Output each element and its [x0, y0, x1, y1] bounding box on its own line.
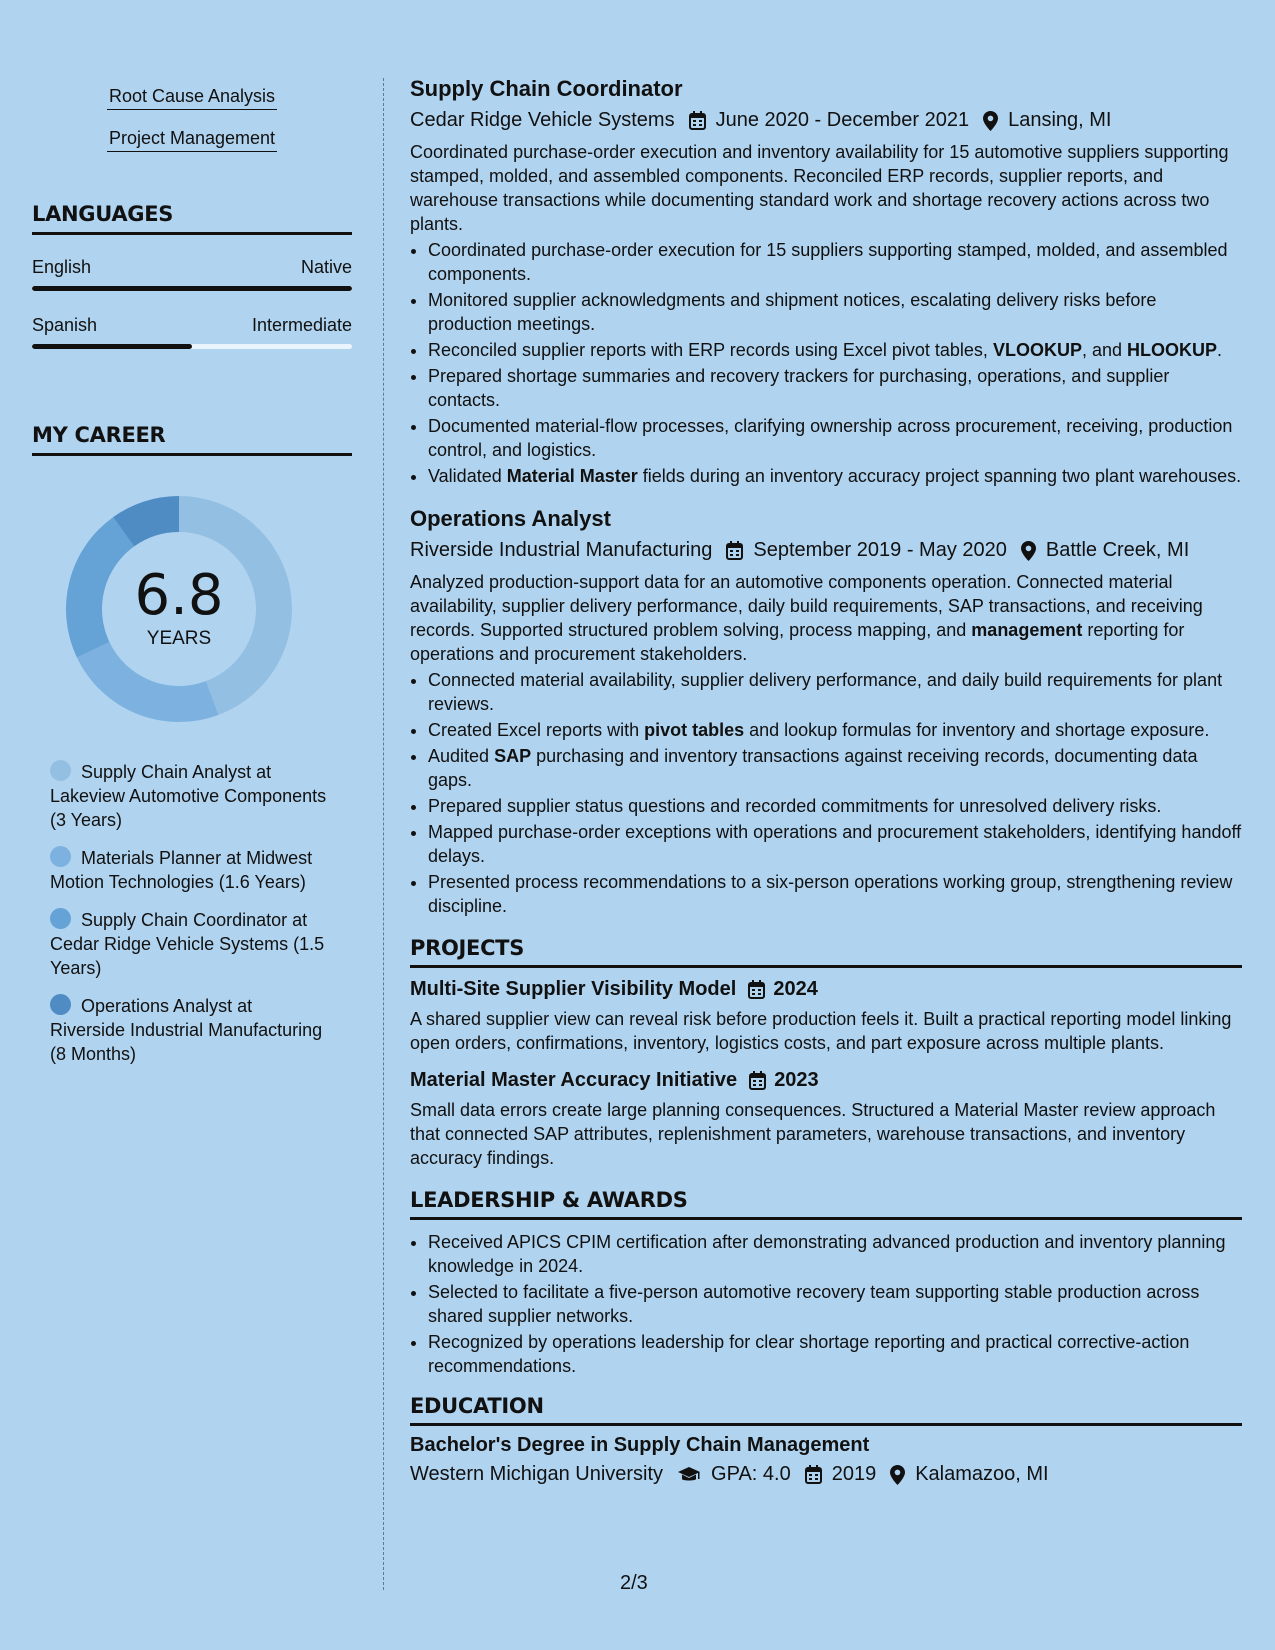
- calendar-icon: [749, 1071, 766, 1090]
- job-title: Operations Analyst: [410, 506, 611, 531]
- career-heading: MY CAREER: [32, 423, 352, 456]
- map-pin-icon: [1021, 541, 1036, 561]
- right-column: [410, 76, 1242, 1486]
- award-item: • Selected to facilitate a five-person automotive recovery team supporting stable production across shared supplier networks.: [428, 1280, 1242, 1328]
- experience-entry: [410, 76, 1242, 488]
- career-legend-label: Supply Chain Analyst at Lakeview Automotive Components (3 Years): [50, 762, 327, 830]
- education-heading: EDUCATION: [410, 1394, 1242, 1426]
- job-bullet: • Monitored supplier acknowledgments and shipment notices, escalating delivery risks before production meetings.: [428, 288, 1242, 336]
- language-proficiency-bar: [32, 286, 352, 291]
- map-pin-icon: [983, 111, 998, 131]
- career-legend-label: Operations Analyst at Riverside Industrial Manufacturing (8 Months): [50, 996, 323, 1064]
- language-level: Native: [300, 257, 352, 277]
- education-location: Kalamazoo, MI: [915, 1463, 1049, 1485]
- experience-section: [410, 76, 1242, 918]
- job-bullet: • Documented material-flow processes, clarifying ownership across procurement, receiving, production control, and logistics.: [428, 414, 1242, 462]
- language-level: Intermediate: [251, 315, 352, 335]
- job-bullets: [410, 238, 1242, 488]
- job-bullet: • Prepared supplier status questions and recorded commitments for unresolved delivery risks.: [428, 794, 1242, 818]
- degree-title: Bachelor's Degree in Supply Chain Management: [410, 1434, 870, 1456]
- legend-dot: [50, 760, 71, 781]
- project-title: Multi-Site Supplier Visibility Model: [410, 978, 737, 1000]
- language-item: [32, 315, 352, 349]
- job-meta: [410, 539, 1242, 562]
- project-year: 2024: [773, 978, 818, 1000]
- job-bullet: • Reconciled supplier reports with ERP records using Excel pivot tables, VLOOKUP, and HLOOKUP.: [428, 338, 1242, 362]
- career-legend-item: [50, 908, 330, 980]
- award-item: • Recognized by operations leadership for clear shortage reporting and practical corrective-action recommendations.: [428, 1330, 1242, 1378]
- job-bullet: • Prepared shortage summaries and recovery trackers for purchasing, operations, and supplier contacts.: [428, 364, 1242, 412]
- job-meta: [410, 109, 1242, 132]
- project-year: 2023: [774, 1069, 819, 1091]
- career-legend-item: [50, 994, 330, 1066]
- languages-heading: LANGUAGES: [32, 202, 352, 235]
- career-legend-label: Supply Chain Coordinator at Cedar Ridge Vehicle Systems (1.5 Years): [50, 910, 325, 978]
- career-legend: [50, 760, 352, 1066]
- awards-heading: LEADERSHIP & AWARDS: [410, 1188, 1242, 1220]
- company-name: Cedar Ridge Vehicle Systems: [410, 109, 675, 131]
- proficiency-fill: [32, 344, 192, 349]
- language-name: Spanish: [32, 315, 98, 335]
- project-description: Small data errors create large planning consequences. Structured a Material Master review approach that connected SAP attributes, replenishment parameters, warehouse transactions, and inventory accuracy findings.: [410, 1100, 1216, 1168]
- career-legend-item: [50, 760, 330, 832]
- career-section: [32, 423, 352, 1066]
- job-bullet: • Mapped purchase-order exceptions with operations and procurement stakeholders, identifying handoff delays.: [428, 820, 1242, 868]
- job-bullet: • Created Excel reports with pivot tables and lookup formulas for inventory and shortage exposure.: [428, 718, 1242, 742]
- job-dates: September 2019 - May 2020: [753, 539, 1007, 561]
- legend-dot: [50, 846, 71, 867]
- school-name: Western Michigan University: [410, 1463, 664, 1485]
- languages-section: [32, 202, 352, 349]
- calendar-icon: [726, 541, 743, 560]
- project-entry: [410, 1069, 1242, 1170]
- job-bullet: • Presented process recommendations to a six-person operations working group, strengthening review discipline.: [428, 870, 1242, 918]
- job-bullet: • Validated Material Master fields during an inventory accuracy project spanning two plant warehouses.: [428, 464, 1242, 488]
- project-title: Material Master Accuracy Initiative: [410, 1069, 738, 1091]
- map-pin-icon: [890, 1465, 905, 1485]
- career-legend-item: [50, 846, 330, 894]
- language-proficiency-bar: [32, 344, 352, 349]
- page-number: 2/3: [620, 1572, 648, 1594]
- education-meta: [410, 1463, 1242, 1486]
- column-divider: [383, 78, 384, 1590]
- left-column: [32, 70, 352, 1080]
- calendar-icon: [805, 1465, 822, 1484]
- proficiency-fill: [32, 286, 352, 291]
- career-total-unit: YEARS: [146, 628, 212, 649]
- graduation-cap-icon: [677, 1466, 701, 1484]
- job-bullets: [410, 668, 1242, 918]
- job-summary: Analyzed production-support data for an automotive components operation. Connected material availability, supplier delivery performance, daily build requirements, SAP transactions, and receiving records. Supported structured problem solving, process mapping, and management reporting for operations and procurement stakeholders.: [410, 572, 1203, 664]
- gpa: GPA: 4.0: [711, 1463, 791, 1485]
- language-name: English: [32, 257, 92, 277]
- legend-dot: [50, 908, 71, 929]
- calendar-icon: [689, 111, 706, 130]
- projects-heading: PROJECTS: [410, 936, 1242, 968]
- skill-item: Project Management: [32, 128, 352, 152]
- language-item: [32, 257, 352, 291]
- job-title: Supply Chain Coordinator: [410, 76, 683, 101]
- job-summary: Coordinated purchase-order execution and inventory availability for 15 automotive suppliers supporting stamped, molded, and assembled components. Reconciled ERP records, supplier reports, and warehouse transactions while documenting standard work and shortage recovery actions across two plants.: [410, 142, 1229, 234]
- job-dates: June 2020 - December 2021: [715, 109, 970, 131]
- job-location: Battle Creek, MI: [1045, 539, 1190, 561]
- job-bullet: • Coordinated purchase-order execution for 15 suppliers supporting stamped, molded, and assembled components.: [428, 238, 1242, 286]
- calendar-icon: [748, 980, 765, 999]
- projects-section: [410, 936, 1242, 1170]
- job-bullet: • Audited SAP purchasing and inventory transactions against receiving records, documenting data gaps.: [428, 744, 1242, 792]
- project-description: A shared supplier view can reveal risk before production feels it. Built a practical reporting model linking open orders, confirmations, inventory, logistics costs, and part exposure across multiple plants.: [410, 1009, 1232, 1053]
- project-entry: [410, 978, 1242, 1055]
- legend-dot: [50, 994, 71, 1015]
- award-item: • Received APICS CPIM certification after demonstrating advanced production and inventory planning knowledge in 2024.: [428, 1230, 1242, 1278]
- experience-entry: [410, 506, 1242, 918]
- career-donut-chart: [64, 494, 294, 724]
- job-location: Lansing, MI: [1008, 109, 1112, 131]
- skill-item: Root Cause Analysis: [32, 86, 352, 110]
- company-name: Riverside Industrial Manufacturing: [410, 539, 713, 561]
- graduation-year: 2019: [831, 1463, 877, 1485]
- career-legend-label: Materials Planner at Midwest Motion Technologies (1.6 Years): [50, 848, 313, 892]
- job-bullet: • Connected material availability, supplier delivery performance, and daily build requirements for plant reviews.: [428, 668, 1242, 716]
- education-section: [410, 1394, 1242, 1486]
- career-total-years: 6.8: [134, 563, 224, 628]
- awards-section: [410, 1188, 1242, 1378]
